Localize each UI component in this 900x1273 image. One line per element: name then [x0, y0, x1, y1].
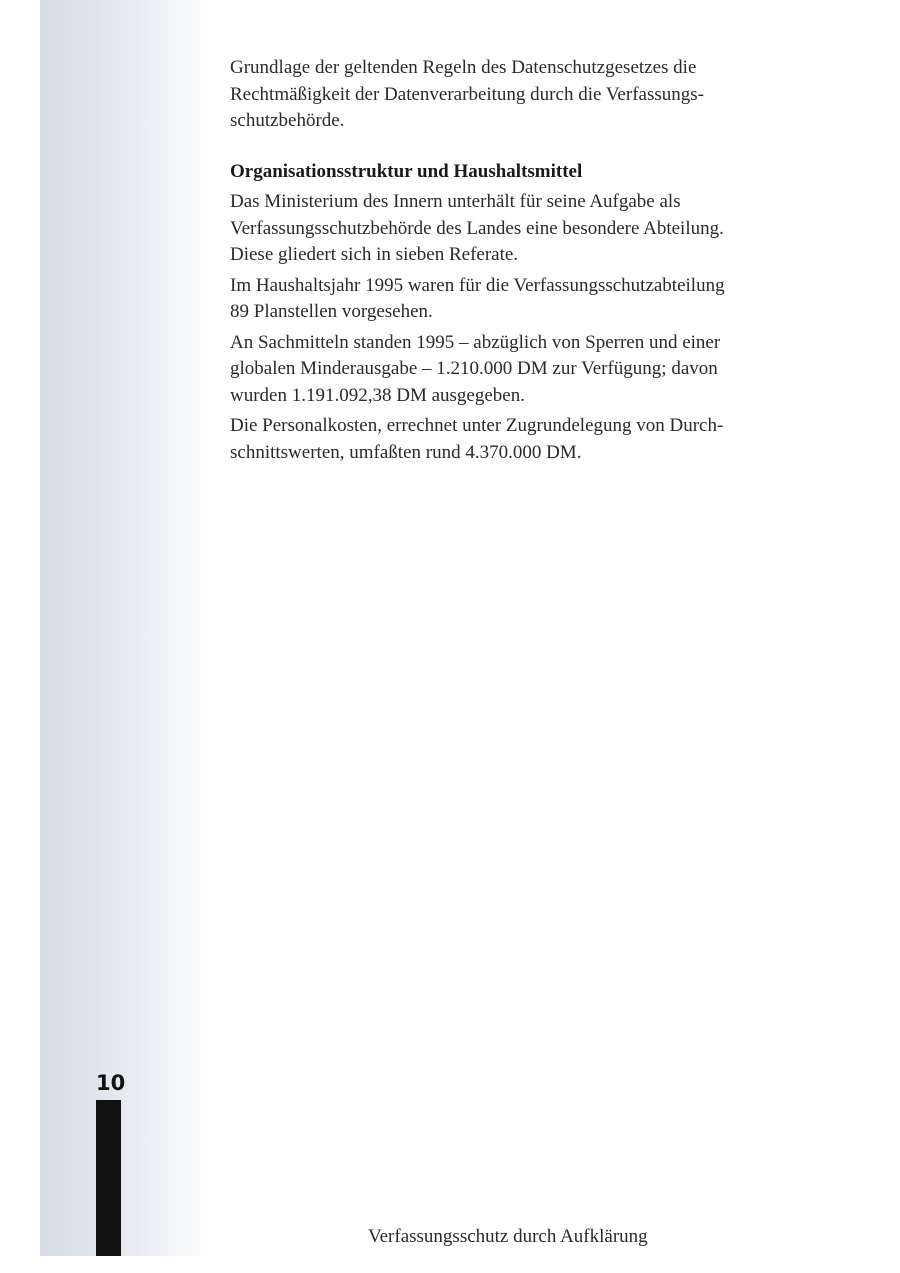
- text-line: An Sachmitteln standen 1995 – abzüglich von Sperren und einer: [230, 331, 721, 353]
- page-number: 10: [96, 1071, 126, 1095]
- text-line: globalen Minderausgabe – 1.210.000 DM zur Verfügung; davon: [230, 358, 718, 379]
- text-line: Grundlage der geltenden Regeln des Datenschutzgesetzes die: [230, 57, 697, 78]
- scan-edge: [0, 0, 40, 1273]
- text-line: Im Haushaltsjahr 1995 waren für die Verfassungsschutzabteilung: [230, 274, 725, 296]
- text-line: Rechtmäßigkeit der Datenverarbeitung durch die Verfassungs-: [230, 83, 704, 105]
- text-line: Das Ministerium des Innern unterhält für seine Aufgabe als: [230, 191, 681, 212]
- body-text: [230, 55, 800, 470]
- paragraph-personalkosten: [230, 413, 800, 466]
- running-footer: Verfassungsschutz durch Aufklärung: [368, 1226, 648, 1247]
- section-heading: Organisationsstruktur und Haushaltsmittel: [230, 160, 583, 182]
- paragraph-sachmittel: [230, 330, 800, 410]
- margin-band: [40, 0, 215, 1273]
- paragraph-planstellen: [230, 273, 800, 326]
- text-line: Die Personalkosten, errechnet unter Zugrundelegung von Durch-: [230, 415, 724, 436]
- text-line: Diese gliedert sich in sieben Referate.: [230, 244, 519, 265]
- text-line: schutzbehörde.: [230, 110, 345, 131]
- intro-paragraph: [230, 55, 800, 135]
- text-line: wurden 1.191.092,38 DM ausgegeben.: [230, 384, 525, 406]
- text-line: schnittswerten, umfaßten rund 4.370.000 DM.: [230, 441, 582, 463]
- scan-bottom-strip: [40, 1256, 900, 1273]
- paragraph-organisation: [230, 189, 800, 269]
- text-line: 89 Planstellen vorgesehen.: [230, 301, 433, 322]
- page-number-bar: [96, 1100, 121, 1256]
- text-line: Verfassungsschutzbehörde des Landes eine besondere Abteilung.: [230, 217, 724, 239]
